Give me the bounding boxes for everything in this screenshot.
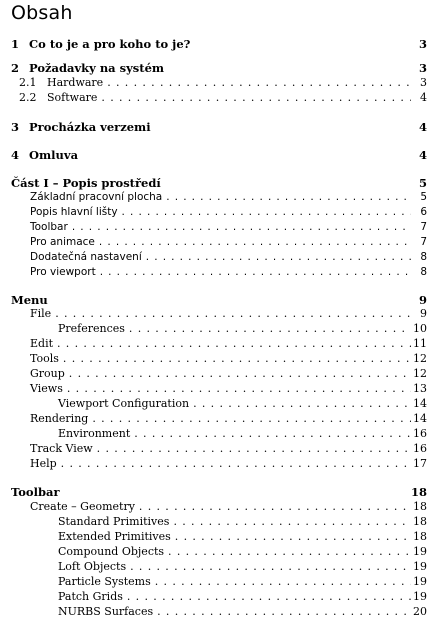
toc-entry[interactable]	[11, 148, 427, 162]
entry-label: Omluva	[29, 148, 79, 162]
toc-entry[interactable]	[11, 605, 427, 619]
page-title: Obsah	[11, 2, 73, 24]
toc-entry[interactable]	[11, 293, 427, 307]
dot-leader	[134, 427, 411, 441]
entry-label: Popis hlavní lišty	[30, 206, 118, 218]
toc-entry[interactable]	[11, 235, 427, 249]
entry-label: Particle Systems	[58, 575, 151, 588]
entry-number: 2.1	[19, 76, 37, 89]
toc-entry[interactable]	[11, 91, 427, 105]
toc-entry[interactable]	[11, 176, 427, 190]
dot-leader	[155, 575, 411, 589]
toc-entry[interactable]	[11, 397, 427, 411]
entry-page: 8	[420, 251, 427, 263]
entry-label: Menu	[11, 293, 48, 307]
entry-number: 3	[11, 120, 20, 134]
entry-page: 3	[418, 37, 427, 51]
toc-entry[interactable]	[11, 590, 427, 604]
entry-page: 19	[413, 560, 427, 573]
entry-label: Procházka verzemi	[29, 120, 151, 134]
dot-leader	[139, 500, 411, 514]
entry-label: Dodatečná nastavení	[30, 251, 142, 263]
entry-label: Compound Objects	[58, 545, 165, 558]
toc-entry[interactable]	[11, 545, 427, 559]
entry-label: Loft Objects	[58, 560, 127, 573]
entry-page: 9	[420, 307, 427, 320]
dot-leader	[122, 205, 411, 219]
toc-entry[interactable]	[11, 250, 427, 264]
dot-leader	[193, 397, 411, 411]
entry-page: 5	[420, 191, 427, 203]
dot-leader	[100, 265, 411, 279]
toc-entry[interactable]	[11, 307, 427, 321]
entry-label: Edit	[30, 337, 54, 350]
entry-page: 13	[413, 382, 427, 395]
dot-leader	[127, 590, 411, 604]
entry-page: 4	[420, 91, 427, 104]
toc-entry[interactable]	[11, 265, 427, 279]
entry-page: 3	[418, 61, 427, 75]
entry-label: File	[30, 307, 52, 320]
dot-leader	[173, 515, 411, 529]
entry-label: Create – Geometry	[30, 500, 135, 513]
entry-number: 2	[11, 61, 20, 75]
entry-page: 17	[413, 457, 427, 470]
entry-label: NURBS Surfaces	[58, 605, 154, 618]
toc-entry[interactable]	[11, 500, 427, 514]
entry-page: 7	[420, 221, 427, 233]
entry-page: 5	[418, 176, 427, 190]
entry-page: 19	[413, 575, 427, 588]
entry-label: Patch Grids	[58, 590, 123, 603]
dot-leader	[146, 250, 411, 264]
toc-entry[interactable]	[11, 560, 427, 574]
entry-label: Group	[30, 367, 65, 380]
entry-page: 8	[420, 266, 427, 278]
entry-label: Co to je a pro koho to je?	[29, 37, 191, 51]
entry-page: 4	[418, 120, 427, 134]
dot-leader	[69, 367, 411, 381]
entry-page: 18	[413, 500, 427, 513]
dot-leader	[107, 76, 411, 90]
entry-label: Rendering	[30, 412, 89, 425]
entry-page: 19	[413, 545, 427, 558]
entry-label: Požadavky na systém	[29, 61, 165, 75]
toc-entry[interactable]	[11, 515, 427, 529]
entry-page: 16	[413, 427, 427, 440]
entry-number: 4	[11, 148, 20, 162]
entry-number: 2.2	[19, 91, 37, 104]
entry-label: Environment	[58, 427, 131, 440]
dot-leader	[61, 457, 411, 471]
toc-entry[interactable]	[11, 61, 427, 75]
toc-entry[interactable]	[11, 76, 427, 90]
entry-page: 11	[413, 337, 427, 350]
entry-page: 9	[418, 293, 427, 307]
dot-leader	[57, 337, 411, 351]
entry-label: Tools	[30, 352, 59, 365]
entry-number: 1	[11, 37, 20, 51]
toc-entry[interactable]	[11, 37, 427, 51]
entry-label: Track View	[30, 442, 93, 455]
entry-page: 14	[413, 397, 427, 410]
entry-page: 18	[413, 515, 427, 528]
entry-label: Viewport Configuration	[58, 397, 190, 410]
entry-label: Pro viewport	[30, 266, 96, 278]
dot-leader	[99, 235, 411, 249]
dot-leader	[130, 560, 411, 574]
dot-leader	[72, 220, 411, 234]
toc-entry[interactable]	[11, 352, 427, 366]
dot-leader	[63, 352, 411, 366]
entry-page: 7	[420, 236, 427, 248]
entry-page: 6	[420, 206, 427, 218]
toc-entry[interactable]	[11, 220, 427, 234]
entry-label: Hardware	[47, 76, 104, 89]
entry-page: 4	[418, 148, 427, 162]
toc-entry[interactable]	[11, 205, 427, 219]
entry-page: 14	[413, 412, 427, 425]
entry-label: Část I – Popis prostředí	[11, 176, 161, 190]
toc-entry[interactable]	[11, 382, 427, 396]
dot-leader	[97, 442, 411, 456]
entry-label: Toolbar	[11, 485, 60, 499]
entry-page: 18	[410, 485, 427, 499]
toc-entry[interactable]	[11, 485, 427, 499]
dot-leader	[175, 530, 411, 544]
entry-label: Základní pracovní plocha	[30, 191, 163, 203]
dot-leader	[166, 190, 411, 204]
entry-page: 12	[413, 367, 427, 380]
entry-label: Standard Primitives	[58, 515, 170, 528]
entry-label: Toolbar	[30, 221, 68, 233]
entry-label: Pro animace	[30, 236, 95, 248]
toc-entry[interactable]	[11, 190, 427, 204]
dot-leader	[101, 91, 411, 105]
dot-leader	[129, 322, 411, 336]
entry-label: Extended Primitives	[58, 530, 171, 543]
entry-label: Software	[47, 91, 98, 104]
entry-page: 20	[413, 605, 427, 618]
toc-entry[interactable]	[11, 427, 427, 441]
dot-leader	[55, 307, 411, 321]
entry-page: 18	[413, 530, 427, 543]
dot-leader	[168, 545, 411, 559]
toc-entry[interactable]	[11, 442, 427, 456]
toc-entry[interactable]	[11, 337, 427, 351]
entry-label: Views	[30, 382, 63, 395]
toc-entry[interactable]	[11, 322, 427, 336]
entry-label: Preferences	[58, 322, 125, 335]
dot-leader	[157, 605, 411, 619]
entry-label: Help	[30, 457, 57, 470]
toc-entry[interactable]	[11, 120, 427, 134]
dot-leader	[92, 412, 411, 426]
entry-page: 16	[413, 442, 427, 455]
toc-entry[interactable]	[11, 457, 427, 471]
entry-page: 10	[413, 322, 427, 335]
entry-page: 3	[420, 76, 427, 89]
toc-entry[interactable]	[11, 575, 427, 589]
dot-leader	[67, 382, 411, 396]
entry-page: 12	[413, 352, 427, 365]
toc-entry[interactable]	[11, 412, 427, 426]
toc-entry[interactable]	[11, 367, 427, 381]
toc-entry[interactable]	[11, 530, 427, 544]
entry-page: 19	[413, 590, 427, 603]
